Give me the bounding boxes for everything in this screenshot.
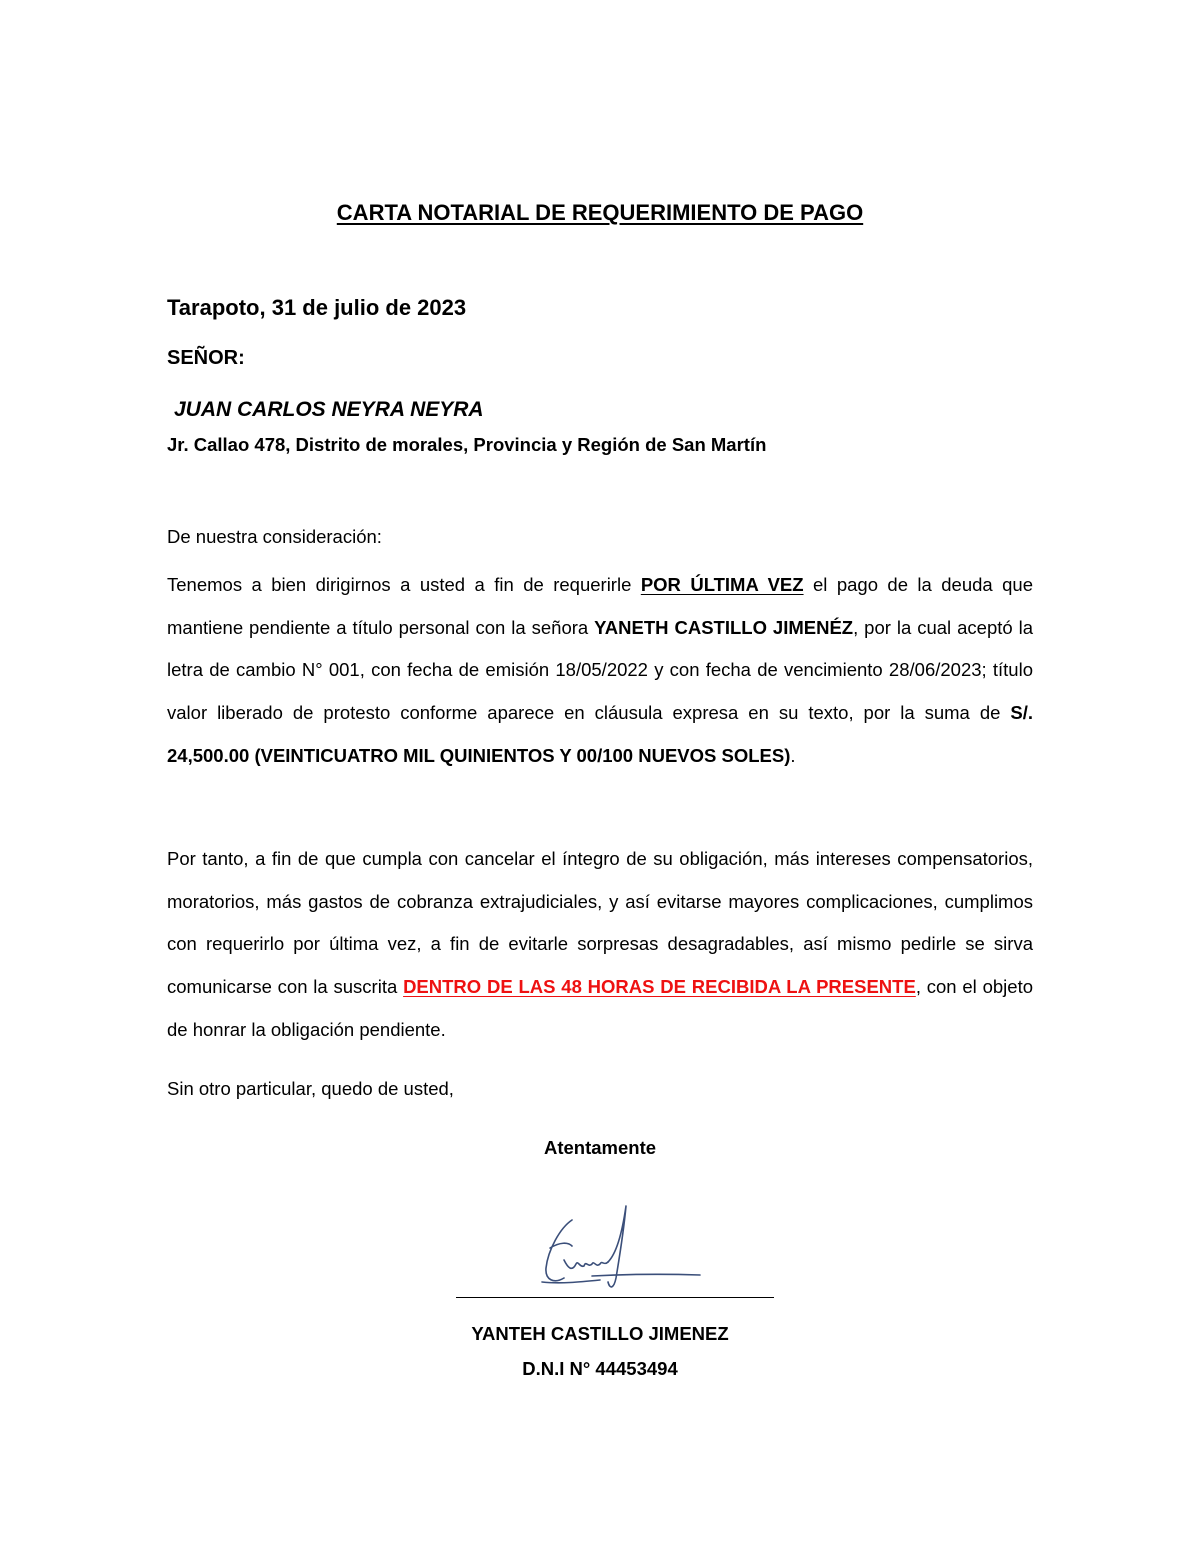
recipient-name: JUAN CARLOS NEYRA NEYRA bbox=[174, 398, 484, 421]
body-paragraph-1 bbox=[167, 564, 1033, 778]
signer-name: YANTEH CASTILLO JIMENEZ bbox=[471, 1323, 729, 1344]
paragraph-2-text: , con el objeto de honrar la obligación pendiente. bbox=[167, 976, 1033, 1040]
last-time-emphasis: POR ÚLTIMA VEZ bbox=[640, 574, 804, 595]
creditor-name: YANETH CASTILLO JIMENÉZ bbox=[594, 616, 854, 638]
closing-line: Sin otro particular, quedo de usted, bbox=[167, 1078, 454, 1099]
paragraph-1-text: . bbox=[790, 744, 796, 766]
handwritten-signature bbox=[520, 1198, 720, 1298]
sign-off: Atentamente bbox=[543, 1137, 657, 1158]
paragraph-2-text: Por tanto, a fin de que cumpla con cancelar el íntegro de su obligación, más intereses compensatorios, moratorios, más gastos de cobranza extrajudiciales, y así evitarse mayores complicaciones, cumplimos con requerirlo por última vez, a fin de evitarle sorpresas desagradables, así mismo pedirle se sirva comunicarse con la suscrita bbox=[167, 848, 1033, 998]
salutation: De nuestra consideración: bbox=[167, 526, 382, 547]
letter-title: CARTA NOTARIAL DE REQUERIMIENTO DE PAGO bbox=[336, 200, 864, 225]
recipient-address: Jr. Callao 478, Distrito de morales, Provincia y Región de San Martín bbox=[167, 434, 767, 455]
body-paragraph-2 bbox=[167, 838, 1033, 1052]
paragraph-1-text: , por la cual aceptó la letra de cambio N° 001, con fecha de emisión 18/05/2022 y con fecha de vencimiento 28/06/2023; título valor liberado de protesto conforme aparece en cláusula expresa en su texto, por la suma de bbox=[167, 616, 1034, 724]
signer-id: D.N.I N° 44453494 bbox=[522, 1358, 678, 1379]
paragraph-1-text: el pago de la deuda que mantiene pendiente a título personal con la señora bbox=[167, 574, 1033, 638]
date-line: Tarapoto, 31 de julio de 2023 bbox=[167, 295, 467, 320]
debt-amount: S/. 24,500.00 (VEINTICUATRO MIL QUINIENTOS Y 00/100 NUEVOS SOLES) bbox=[167, 702, 1033, 766]
paragraph-1-text: Tenemos a bien dirigirnos a usted a fin de requerirle bbox=[167, 574, 641, 595]
deadline-notice: DENTRO DE LAS 48 HORAS DE RECIBIDA LA PRESENTE bbox=[403, 976, 916, 998]
signature-line bbox=[456, 1297, 774, 1298]
addressee-label: SEÑOR: bbox=[167, 347, 245, 369]
